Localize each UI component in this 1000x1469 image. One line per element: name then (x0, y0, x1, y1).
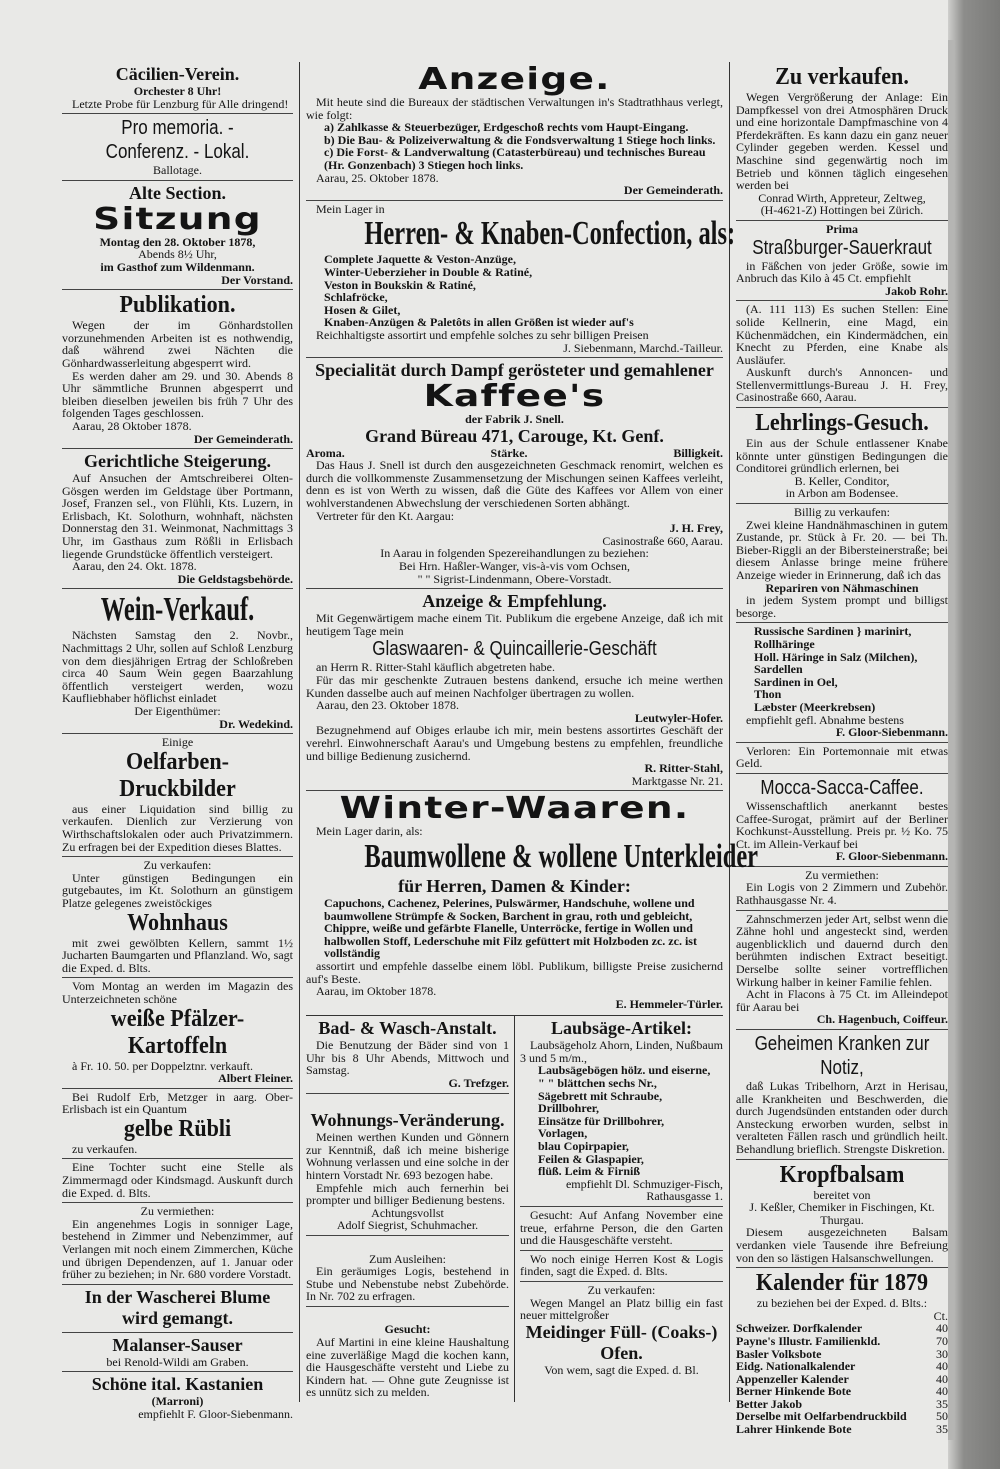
ad-line-p: Laubsägeholz Ahorn, Linden, Nußbaum 3 und 5 m/m., (520, 1038, 723, 1065)
ad-line-h2: Meidinger Füll- (Coaks-) Ofen. (525, 1321, 718, 1363)
column-right (730, 62, 948, 1437)
ad-line-p: assortirt und empfehle dasselbe einem löbl. Publikum, billigste Preise zusichernd auf's Beste. (306, 958, 723, 986)
ad-line-l: Sägebrett mit Schraube, (538, 1088, 663, 1103)
advertisement (520, 1207, 723, 1251)
ad-line-p: Für das mir geschenkte Zutrauen bestens dankend, ersuche ich meine werthen Kunden dasselbe auch auf meinen Nachfolger übertragen zu wollen. (306, 673, 723, 700)
ad-line-l: c) Die Forst- & Landverwaltung (Catasterbüreau) und technisches Bureau (Hr. Gonzenbach) 3 Stiegen hoch links. (324, 145, 706, 172)
advertisement (62, 1285, 293, 1333)
advertisement (306, 358, 723, 589)
advertisement (306, 1108, 509, 1236)
advertisement (62, 1372, 293, 1423)
ad-line-p: Verloren: Ein Portemonnaie mit etwas Geld. (736, 743, 948, 771)
advertisement (62, 978, 293, 1088)
ad-line-h1: Oelfarben-Druckbilder (119, 748, 236, 802)
advertisement (736, 911, 948, 1030)
advertisement (62, 449, 293, 589)
ad-line-c: zu beziehen bei der Exped. d. Blts.: (756, 1296, 928, 1311)
ad-line-h2: für Herren, Damen & Kinder: (398, 875, 631, 896)
ad-line-l: Vorlagen, (538, 1126, 588, 1141)
advertisement (62, 114, 293, 181)
column-middle-top (306, 62, 759, 1013)
ad-line-c: In Aarau in folgenden Spezereihandlungen zu beziehen: (380, 546, 649, 561)
newspaper-page (62, 62, 948, 1437)
ad-line-p: (A. 111 113) Es suchen Stellen: Eine solide Kellnerin, eine Magd, ein Küchenmädchen, ein Kindermädchen, ein Knecht zu Pferden, eine Knabe als Ausläufer. (736, 302, 948, 367)
ad-line-h2: Specialität durch Dampf gerösteter und gemahlener (315, 360, 714, 381)
ad-line-p: Wissenschaftlich anerkannt bestes Caffee-Surogat, prämirt auf der Berliner Kochkunst-Ausstellung. Preis pr. ½ Ko. 75 Ct. im Allein-Verkauf bei (736, 798, 948, 851)
ad-line-sig: J. H. Frey, (669, 521, 723, 536)
advertisement (306, 1016, 509, 1093)
ad-line-p: Die Benutzung der Bäder sind von 1 Uhr bis 8 Uhr Abends, Mittwoch und Samstag. (306, 1038, 509, 1078)
ad-line-p: Ein angenehmes Logis in sonniger Lage, bestehend in Zimmer und Nebenzimmer, auf Verlangen mit noch einem Zimmerchen, Küche und übrigen Dependenzen, auf 1. Januar oder früher zu beziehen; in Nr. 680 vordere Vorstadt. (62, 1216, 293, 1282)
ad-line-l: Rollhäringe (754, 636, 815, 651)
ad-line-c: Zu vermiethen: (140, 1204, 215, 1219)
ad-line-c: " " Sigrist-Lindenmann, Obere-Vorstadt. (417, 571, 612, 586)
page-fold (948, 40, 954, 1440)
item-name: Payne's Illustr. Familienkld. (736, 1333, 881, 1348)
ad-line-sig: Leutwyler-Hofer. (634, 710, 723, 725)
advertisement (736, 623, 948, 742)
ad-line-c: bei Renold-Wildi am Graben. (106, 1354, 249, 1369)
ad-line-t (736, 1335, 948, 1348)
advertisement (736, 743, 948, 774)
ad-line-part: Stärke. (490, 445, 528, 460)
ad-line-p: Wegen Vergrößerung der Anlage: Ein Dampfkessel von drei Atmosphären Druck und eine horizontale Dampfmaschine von 4 Pferdekräften. Es kann dazu ein ganz neuer Cylinder gegeben werden. Kessel und Maschine sind gegenwärtig noch im Betrieb und können täglich eingesehen werden bei (736, 90, 948, 193)
advertisement (736, 408, 948, 504)
ad-line-sig: Albert Fleiner. (218, 1071, 293, 1086)
ad-line-p: Auf Ansuchen der Amtschreiberei Olten-Gösgen werden im Geldstage über Portmann, Josef, Franzen sel., von Flühli, Kts. Luzern, in Erlisbach, Kt. Solothurn, wohnhaft, nächsten Donnerstag den 31. Weinmonat, Nachmittags 3 Uhr, im Gasthaus zum Rößli in Erlisbach liegende Grundstücke öffentlich versteigert. (62, 471, 293, 561)
advertisement (736, 867, 948, 911)
ad-line-t (736, 1360, 948, 1373)
item-name: Berner Hinkende Bote (736, 1384, 852, 1399)
ad-line-h2: wird gemangt. (122, 1307, 233, 1328)
ad-line-l: Holl. Häringe in Salz (Milchen), (754, 649, 918, 664)
ad-line-h1: Lehrlings-Gesuch. (755, 410, 929, 437)
price: 40 (936, 1384, 948, 1399)
ad-line-l: Complete Jaquette & Veston-Anzüge, (324, 252, 516, 267)
ad-line-h1: Kropfbalsam (779, 1161, 905, 1188)
ad-line-p: Bezugnehmend auf Obiges erlaube ich mir, mein bestens assortirtes Geschäft der verehrl. Einwohnerschaft Aarau's und Umgebung bestens zu empfehlen, freundliche und billige Bedienung zusichernd. (306, 723, 723, 763)
advertisement (736, 221, 948, 301)
ad-line-l: Sardellen (754, 662, 803, 677)
item-name: Derselbe mit Oelfarbendruckbild (736, 1409, 907, 1424)
ad-line-p: Unter günstigen Bedingungen ein gutgebautes, im Kt. Solothurn an günstigem Platze gelegenes zweistöckiges (62, 870, 293, 910)
ad-line-p: Meinen werthen Kunden und Gönnern zur Kenntniß, daß ich meine bisherige Wohnung verlassen und eine solche in der hintern Vorstadt Nr. 693 bezogen habe. (306, 1130, 509, 1182)
ad-line-p: empfiehlt gefl. Abnahme bestens (746, 712, 904, 727)
ad-line-p: daß Lukas Tribelhorn, Arzt in Herisau, alle Krankheiten und Beschwerden, die durch Jugendsünden entstanden oder durch Ansteckung erworben wurden, selbst in veralteten Fällen rasch und gründlich heilt. Behandlung brieflich. Strengste Diskretion. (736, 1079, 948, 1156)
ad-line-h1: weiße Pfälzer-Kartoffeln (110, 1005, 245, 1059)
ad-line-p: Auskunft durch's Annoncen- und Stellenvermittlungs-Bureau J. H. Frey, Casinostraße 660, Aarau. (736, 365, 948, 405)
ad-line-l: Einsätze für Drillbohrer, (538, 1113, 665, 1128)
adjacent-page-edge (948, 0, 1000, 1469)
ad-line-l: Thon (754, 687, 782, 702)
ad-line-p: zu verkaufen. (72, 1141, 138, 1156)
ad-line-l: Winter-Ueberzieher in Double & Ratiné, (324, 264, 533, 279)
ad-line-sig: R. Ritter-Stahl, (644, 761, 723, 776)
ad-line-p: Ein aus der Schule entlassener Knabe könnte unter günstigen Bedingungen die Conditorei gründlich erlernen, bei (736, 436, 948, 476)
ad-line-p: Es werden daher am 29. und 30. Abends 8 Uhr sämmtliche Brunnen abgesperrt und bleiben dieselben jeweilen bis früh 7 Uhr des folgenden Tages geschlossen. (62, 368, 293, 421)
ad-line-l: Sardinen in Oel, (754, 674, 838, 689)
ad-line-b: (Marroni) (151, 1394, 204, 1409)
item-name: Appenzeller Kalender (736, 1371, 849, 1386)
ad-line-p: Diesem ausgezeichneten Balsam verdanken viele Tausende ihre Befreiung von den so lästigen Halsanschwellungen. (736, 1225, 948, 1265)
item-name: Basler Volksbote (736, 1346, 822, 1361)
ad-line-p: in jedem System prompt und billigst besorge. (736, 593, 948, 620)
ad-line-c: Zu vermiethen: (805, 867, 879, 882)
ad-line-c: Adolf Siegrist, Schuhmacher. (336, 1218, 479, 1233)
advertisement (520, 1282, 723, 1379)
ad-line-p: Aarau, den 23. Oktober 1878. (316, 698, 459, 713)
ad-line-c: (H-4621-Z) Hottingen bei Zürich. (760, 203, 924, 218)
ad-line-big: Herren- & Knaben-Confection, als: (364, 215, 736, 253)
ad-line-l: Veston in Boukskin & Ratiné, (324, 277, 476, 292)
ad-line-p: aus einer Liquidation sind billig zu verkaufen. Dienlich zur Verzierung von Wirthschaftslokalen oder auch Privatzimmern. Zu erfragen bei der Expedition dieses Blattes. (62, 801, 293, 854)
ad-line-t (736, 1423, 948, 1436)
advertisement (62, 290, 293, 449)
item-name: Better Jakob (736, 1396, 803, 1411)
ad-line-l: a) Zahlkasse & Steuerbezüger, Erdgeschoß rechts vom Haupt-Eingang. (324, 120, 689, 135)
ad-line-sig: Der Gemeinderath. (623, 183, 723, 198)
ad-line-sig: Der Gemeinderath. (193, 431, 293, 446)
ad-line-hs: Pro memoria. - Conferenz. - Lokal. (105, 117, 250, 164)
ad-line-h2: Grand Büreau 471, Carouge, Kt. Genf. (365, 425, 664, 446)
ad-line-hs: Glaswaaren- & Quincaillerie-Geschäft (372, 638, 657, 661)
ad-line-l: blau Copirpapier, (538, 1139, 629, 1154)
advertisement (62, 1203, 293, 1285)
ad-line-l: flüß. Leim & Firniß (538, 1164, 641, 1179)
ad-line-p: Letzte Probe für Lenzburg für Alle dringend! (72, 96, 289, 111)
ad-line-big: Baumwollene & wollene Unterkleider (364, 837, 759, 875)
ad-line-p: Mein Lager darin, als: (316, 824, 423, 839)
ad-line-c: Conrad Wirth, Appreteur, Zeltweg, (758, 190, 926, 205)
price: 30 (936, 1346, 948, 1361)
item-name: Schweizer. Dorfkalender (736, 1321, 863, 1336)
ad-line-p: Wo noch einige Herren Kost & Logis finden, sagt die Exped. d. Blts. (520, 1251, 723, 1279)
ad-line-h2: Wohnungs-Veränderung. (310, 1110, 505, 1131)
ad-line-r: Casinostraße 660, Aarau. (602, 533, 723, 548)
ad-line-p: Aarau, 25. Oktober 1878. (316, 170, 439, 185)
ad-line-c: Der Eigenthümer: (134, 704, 221, 718)
ad-line-l: Hosen & Gilet, (324, 302, 401, 317)
ad-line-h1: gelbe Rübli (123, 1115, 232, 1142)
ad-line-p: Aarau, 28 Oktober 1878. (72, 418, 192, 433)
ad-line-p: Acht in Flacons à 75 Ct. im Alleindepot für Aarau bei (736, 987, 948, 1014)
ad-line-r: Marktgasse Nr. 21. (631, 773, 723, 788)
ad-line-l: b) Die Bau- & Polizeiverwaltung & die Fondsverwaltung 1 Stiege hoch links. (324, 132, 716, 147)
ad-line-h2: Malanser-Sauser (112, 1334, 243, 1355)
ad-line-p: Bei Rudolf Erb, Metzger in aarg. Ober-Erlisbach ist ein Quantum (62, 1089, 293, 1117)
ad-line-l: Capuchons, Cachenez, Pelerines, Pulswärmer, Handschuhe, wollene und baumwollene Strümpfe & Socken, Barchent in grau, roth und gebleicht, Chippre, weiße und gefärbte Flanelle, Unterröcke, fertige in Wollen und halbwollen Stoff, Lederschuhe mit Filz gefüttert mit Holzboden zc. zc. ist vollständig (324, 895, 697, 961)
ad-line-l: Knaben-Anzügen & Paletôts in allen Größen ist wieder auf's (324, 315, 634, 330)
ad-line-c: J. Keßler, Chemiker in Fischingen, Kt. Thurgau. (749, 1200, 935, 1227)
advertisement (736, 1030, 948, 1160)
ad-line-h2: Laubsäge-Artikel: (551, 1018, 692, 1039)
ad-line-p: Aarau, den 24. Okt. 1878. (72, 559, 197, 574)
ad-line-c: Zum Ausleihen: (369, 1251, 446, 1266)
ad-line-hx: Sitzung (93, 201, 262, 237)
ad-line-l: Russische Sardinen } marinirt, (754, 624, 912, 639)
ad-line-p: Ein Logis von 2 Zimmern und Zubehör. Rathhausgasse Nr. 4. (736, 880, 948, 908)
price: 40 (936, 1371, 948, 1386)
advertisement (62, 1159, 293, 1203)
advertisement (736, 1268, 948, 1439)
ad-line-h2: In der Wascherei Blume (84, 1286, 271, 1307)
ad-line-p: Aarau, im Oktober 1878. (316, 984, 437, 999)
advertisement (306, 62, 723, 201)
item-name: Eidg. Nationalkalender (736, 1359, 856, 1374)
ad-line-p: Mit Gegenwärtigem mache einem Tit. Publikum die ergebene Anzeige, daß ich mit heutigem Tage mein (306, 611, 723, 638)
ad-line-p: Reichhaltigste assortirt und empfehle solches zu sehr billigen Preisen (316, 327, 649, 342)
ad-line-sig: G. Trefzger. (448, 1076, 509, 1091)
column-middle (300, 62, 759, 1402)
ad-line-c: bereitet von (813, 1187, 871, 1202)
ad-line-p: Zwei kleine Handnähmaschinen in gutem Zustande, pr. Stück à Fr. 20. — bei Th. Bieber-Riggli an der Bibersteinerstraße; bei diesem Anlasse bringe meine frühere Anzeige wieder in Erinnerung, daß ich das (736, 517, 948, 582)
price: 40 (936, 1359, 948, 1374)
column-middle-bottom-left (306, 1016, 515, 1402)
ad-line-l: Laubsägebögen hölz. und eiserne, (538, 1063, 711, 1078)
ad-line-h1: Zu verkaufen. (775, 64, 909, 90)
ad-line-b: im Gasthof zum Wildenmann. (100, 259, 255, 274)
ad-line-c: Zu verkaufen: (143, 858, 212, 873)
ad-line-hx: Winter-Waaren. (339, 791, 690, 827)
ad-line-h2: Cäcilien-Verein. (115, 64, 240, 84)
ad-line-sig: F. Gloor-Siebenmann. (835, 725, 948, 740)
ad-line-h2: Anzeige & Empfehlung. (422, 591, 607, 612)
ad-line-p: Eine Tochter sucht eine Stelle als Zimmermagd oder Kindsmagd. Auskunft durch die Exped. d. Blts. (62, 1160, 293, 1200)
ad-line-p: Wegen der im Gönhardstollen vorzunehmenden Arbeiten ist es nothwendig, daß während zwei Nächten die Gönhardwasserleitung abgesperrt wird. (62, 318, 293, 370)
ad-line-b: Repariren von Nähmaschinen (765, 580, 919, 595)
column-left (62, 62, 300, 1421)
advertisement (62, 1089, 293, 1160)
advertisement (306, 791, 759, 1013)
ad-line-t (736, 1385, 948, 1398)
ad-line-sig: E. Hemmeler-Türler. (615, 996, 723, 1011)
ad-line-l: Feilen & Glaspapier, (538, 1151, 644, 1166)
advertisement (306, 589, 723, 791)
ad-line-c: Billig zu verkaufen: (794, 505, 890, 520)
ad-line-h1: Publikation. (119, 292, 236, 319)
advertisement (62, 857, 293, 978)
price: 35 (936, 1396, 948, 1411)
ad-line-hs: Geheimen Kranken zur Notiz, (754, 1033, 930, 1079)
advertisement (736, 504, 948, 623)
advertisement (520, 1016, 723, 1207)
ad-line-p: Ein geräumiges Logis, bestehend in Stube und Nebenstube nebst Zubehörde. In Nr. 702 zu erfragen. (306, 1264, 509, 1304)
ad-line-p: à Fr. 10. 50. per Doppelztnr. verkauft. (72, 1058, 253, 1073)
ad-line-c: Ballotage. (153, 163, 202, 178)
advertisement (62, 589, 293, 734)
ad-line-b: der Fabrik J. Snell. (465, 412, 564, 427)
price: 70 (936, 1333, 948, 1348)
advertisement (62, 1333, 293, 1373)
ad-line-p: Auf Martini in eine kleine Haushaltung eine zuverläßige Magd die kochen kann, die Hausgeschäfte versteht und Liebe zu Kindern hat. — Ohne gute Zeugnisse ist es unnütz sich zu melden. (306, 1335, 509, 1400)
ad-line-l: Drillbohrer, (538, 1101, 600, 1116)
ad-line-p: mit zwei gewölbten Kellern, sammt 1½ Jucharten Baumgarten und Pflanzland. Wo, sagt die Exped. d. Blts. (62, 935, 293, 975)
ad-line-b: Prima (826, 221, 858, 236)
price: 35 (936, 1422, 948, 1437)
advertisement (520, 1251, 723, 1282)
ad-line-p: Vom Montag an werden im Magazin des Unterzeichneten schöne (62, 979, 293, 1006)
ad-line-p: in Fäßchen von jeder Größe, sowie im Anbruch das Kilo à 45 Ct. empfiehlt (736, 258, 948, 286)
ad-line-big: Wein-Verkauf. (100, 591, 255, 629)
ad-line-hx: Kaffee's (423, 379, 606, 415)
ad-line-c: Abends 8½ Uhr, (138, 247, 217, 262)
price: 50 (936, 1409, 948, 1424)
ad-line-sig: Die Geldstagsbehörde. (177, 571, 293, 586)
ad-line-p: Mit heute sind die Bureaux der städtischen Verwaltungen in's Stadtrathhaus verlegt, wie folgt: (306, 95, 723, 122)
ad-line-c: in Arbon am Bodensee. (785, 486, 899, 501)
ad-line-h2: Bad- & Wasch-Anstalt. (318, 1018, 497, 1039)
ad-line-h2: Gerichtliche Steigerung. (84, 451, 271, 472)
ad-line-p: Das Haus J. Snell ist durch den ausgezeichneten Geschmack renomirt, welchen es durch die vollkommenste Zusammensetzung der Mischungen seinen Kaffees verleiht, denn es ist von Werth zu wissen, daß die Güte des Kaffees vor Allem von einer wohlverstandenen Abwechslung der verschiedenen Sorten abhängt. (306, 458, 723, 511)
ad-line-b: Orchester 8 Uhr! (133, 84, 222, 98)
ad-line-r: J. Siebenmann, Marchd.-Tailleur. (563, 340, 723, 355)
ad-line-hx: Anzeige. (418, 62, 611, 97)
ad-line-hs: Mocca-Sacca-Caffee. (760, 776, 924, 799)
ad-line-h2: Schöne ital. Kastanien (91, 1374, 264, 1395)
ad-line-r: Rathausgasse 1. (646, 1189, 723, 1204)
ad-line-b: Gesucht: (384, 1322, 431, 1337)
ad-line-p: Nächsten Samstag den 2. Novbr., Nachmittags 2 Uhr, sollen auf Schloß Lenzburg von dem diesjährigen Ertrag der Schloßreben circa 40 Saum Wein gegen Baarzahlung öffentlich versteigert werden, wozu Kaufliebhaber höflichst einladet (62, 628, 293, 706)
ad-line-c: Achtungsvollst (371, 1205, 444, 1220)
advertisement (736, 62, 948, 221)
ad-line-part: Billigkeit. (673, 445, 723, 460)
advertisement (306, 201, 736, 358)
ad-line-c: Von wem, sagt die Exped. d. Bl. (544, 1362, 699, 1377)
ad-line-c: Zu verkaufen: (587, 1282, 656, 1297)
ad-line-p: Vertreter für den Kt. Aargau: (316, 508, 455, 523)
ad-line-p: Zahnschmerzen jeder Art, selbst wenn die Zähne hohl und angesteckt sind, werden augenblicklich und dauernd durch den berühmten indischen Extract beseitigt. Derselbe sollte seiner vortrefflichen Wirkung halber in keiner Familie fehlen. (736, 911, 948, 989)
ad-line-l: Læbster (Meerkrebsen) (754, 699, 876, 714)
advertisement (306, 1251, 509, 1307)
ad-line-sig: Dr. Wedekind. (219, 716, 293, 731)
ad-line-p: an Herrn R. Ritter-Stahl käuflich abgetreten habe. (316, 660, 556, 675)
ad-line-sig: Jakob Rohr. (885, 283, 948, 298)
ad-line-hs: Straßburger-Sauerkraut (752, 236, 932, 259)
ad-line-l: Schlafröcke, (324, 290, 388, 305)
item-name: Lahrer Hinkende Bote (736, 1422, 852, 1437)
ad-line-sig: F. Gloor-Siebenmann. (835, 849, 948, 864)
advertisement (62, 181, 293, 290)
ad-line-p: Gesucht: Auf Anfang November eine treue, erfahrne Person, die den Garten und die Hausgeschäfte versteht. (520, 1208, 723, 1248)
ad-line-c: B. Keller, Conditor, (794, 473, 890, 488)
ad-line-sig: Der Vorstand. (221, 272, 293, 287)
ad-line-sig: Ch. Hagenbuch, Coiffeur. (816, 1012, 948, 1027)
ad-line-r: empfiehlt Dl. Schmuziger-Fisch, (565, 1176, 723, 1191)
ad-line-r: empfiehlt F. Gloor-Siebenmann. (138, 1407, 293, 1421)
ad-line-part: Aroma. (306, 445, 345, 460)
ad-line-c: Bei Hrn. Haßler-Wanger, vis-à-vis vom Ochsen, (399, 559, 630, 574)
ad-line-h1: Kalender für 1879 (755, 1270, 929, 1297)
column-middle-bottom (306, 1015, 723, 1402)
ad-line-r: Ct. (933, 1308, 948, 1323)
column-middle-bottom-right (515, 1016, 723, 1402)
ad-line-h1: Wohnhaus (127, 909, 228, 936)
ad-line-p: Mein Lager in (316, 201, 385, 216)
ad-line-p: Empfehle mich auch fernerhin bei prompter und billiger Bedienung bestens. (306, 1180, 509, 1208)
price: 40 (936, 1321, 948, 1336)
ad-line-c: Einige (161, 735, 194, 750)
ad-line-b: Montag den 28. Oktober 1878, (99, 234, 256, 249)
advertisement (306, 1321, 509, 1402)
ad-line-l: " " blättchen sechs Nr., (538, 1076, 657, 1091)
ad-line-p: Wegen Mangel an Platz billig ein fast neuer mittelgroßer (520, 1295, 723, 1323)
ad-line-h2: Alte Section. (129, 182, 226, 203)
advertisement (736, 1160, 948, 1269)
